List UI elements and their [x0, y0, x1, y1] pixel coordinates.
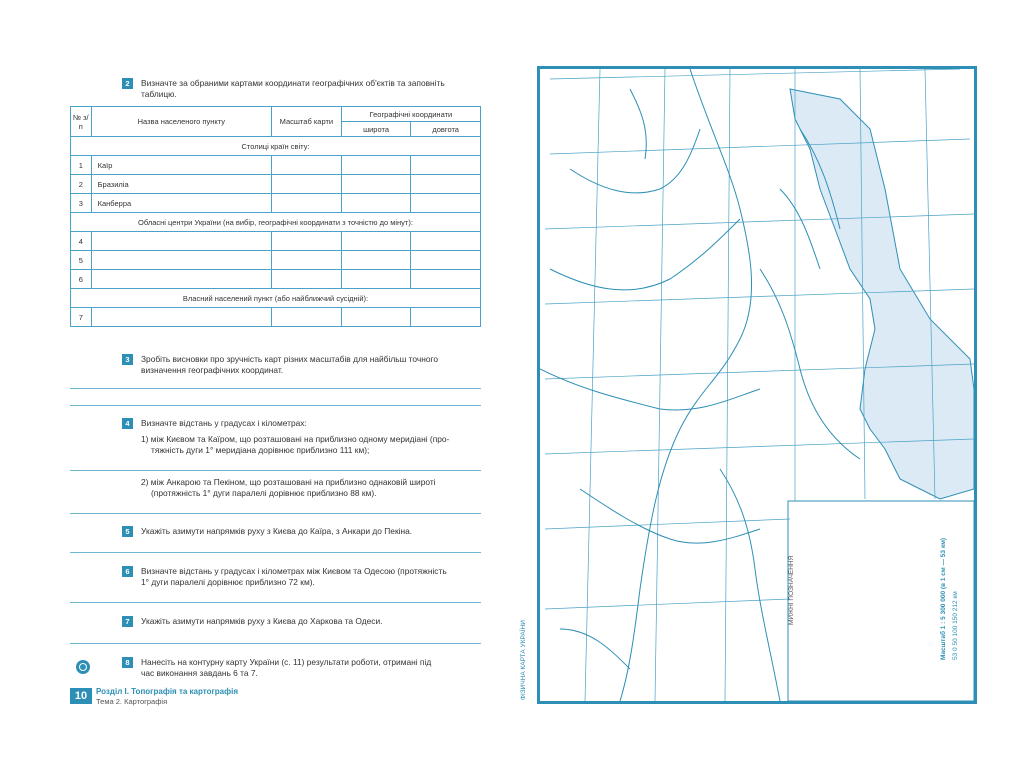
cell-scale[interactable] [271, 232, 341, 251]
task-5-number: 5 [122, 526, 133, 537]
task-6-text-line2: 1° дуги паралелі дорівнює приблизно 72 км). [141, 577, 315, 587]
cell-scale[interactable] [271, 251, 341, 270]
task-3-text-line1: Зробіть висновки про зручність карт різних масштабів для найбільш точного [141, 354, 439, 364]
map-scale-text: Масштаб 1 : 5 300 000 (в 1 см — 53 км) [940, 537, 947, 660]
row-num: 4 [71, 232, 92, 251]
task-5-text: Укажіть азимути напрямків руху з Києва до Каїра, з Анкари до Пекіна. [141, 526, 413, 536]
table-row [71, 194, 481, 213]
map-title-vertical: ФІЗИЧНА КАРТА УКРАЇНИ [520, 620, 527, 700]
page-number: 10 [70, 688, 92, 704]
task-3-text-line2: визначення географічних координат. [141, 365, 284, 375]
answer-line[interactable] [70, 388, 481, 389]
section-regional-centers: Обласні центри України (на вибір, географічні координати з точністю до мінут): [71, 213, 481, 232]
sea-area [790, 89, 974, 499]
row-name[interactable] [91, 308, 271, 327]
cell-scale[interactable] [271, 194, 341, 213]
task-7-number: 7 [122, 616, 133, 627]
table-row [71, 156, 481, 175]
cell-scale[interactable] [271, 308, 341, 327]
table-row [71, 308, 481, 327]
row-name[interactable] [91, 251, 271, 270]
row-num: 7 [71, 308, 92, 327]
row-num: 6 [71, 270, 92, 289]
row-name[interactable] [91, 270, 271, 289]
row-name[interactable] [91, 232, 271, 251]
task-8-text-line2: час виконання завдань 6 та 7. [141, 668, 258, 678]
cell-scale[interactable] [271, 156, 341, 175]
task-3-number: 3 [122, 354, 133, 365]
row-num: 5 [71, 251, 92, 270]
header-name: Назва населеного пункту [91, 107, 271, 137]
cell-lat[interactable] [341, 194, 411, 213]
row-num: 1 [71, 156, 92, 175]
cell-lat[interactable] [341, 175, 411, 194]
task-4-text: Визначте відстань у градусах і кілометрах: [141, 418, 307, 428]
task-8-text-line1: Нанесіть на контурну карту України (с. 11) результати роботи, отримані під [141, 657, 432, 667]
cell-lon[interactable] [411, 156, 481, 175]
answer-line[interactable] [70, 513, 481, 514]
table-row [71, 270, 481, 289]
answer-line[interactable] [70, 602, 481, 603]
task-8-number: 8 [122, 657, 133, 668]
row-name: Бразиліа [91, 175, 271, 194]
map-scale-ticks: 53 0 50 100 150 212 км [952, 591, 959, 660]
row-num: 3 [71, 194, 92, 213]
task-2-text-line1: Визначте за обраними картами координати географічних об'єктів та заповніть [141, 78, 445, 88]
header-coords: Географічні координати [341, 107, 480, 122]
table-row [71, 175, 481, 194]
header-lat: широта [341, 122, 411, 137]
header-num: № з/п [71, 107, 92, 137]
task-4-q2-line2: (протяжність 1° дуги паралелі дорівнює приблизно 88 км). [151, 488, 377, 498]
map-subtitle-vertical: МИЖНІ ПОЗНАЧЕННЯ [788, 555, 795, 625]
table-row [71, 232, 481, 251]
cell-lon[interactable] [411, 194, 481, 213]
answer-line[interactable] [70, 643, 481, 644]
answer-line[interactable] [70, 470, 481, 471]
section-own-settlement: Власний населений пункт (або найближчий сусідній): [71, 289, 481, 308]
answer-line[interactable] [70, 405, 481, 406]
cell-scale[interactable] [271, 175, 341, 194]
table-row [71, 251, 481, 270]
cell-lat[interactable] [341, 251, 411, 270]
row-name: Канберра [91, 194, 271, 213]
task-4-q1-line2: тяжність дуги 1° меридіана дорівнює приблизно 111 км); [151, 445, 370, 455]
footer-section: Розділ І. Топографія та картографія [96, 687, 239, 696]
answer-line[interactable] [70, 552, 481, 553]
section-capitals: Столиці країн світу: [71, 137, 481, 156]
footer-topic: Тема 2. Картографія [96, 697, 168, 706]
coordinates-table [70, 106, 481, 327]
task-7-text: Укажіть азимути напрямків руху з Києва до Харкова та Одеси. [141, 616, 383, 626]
task-6-number: 6 [122, 566, 133, 577]
cell-lon[interactable] [411, 251, 481, 270]
task-2-number: 2 [122, 78, 133, 89]
cell-lat[interactable] [341, 232, 411, 251]
task-4-q1-line1: 1) між Києвом та Каїром, що розташовані на приблизно одному меридіані (про- [141, 434, 450, 444]
task-2-text-line2: таблицю. [141, 89, 177, 99]
cell-lon[interactable] [411, 270, 481, 289]
cell-lat[interactable] [341, 308, 411, 327]
header-scale: Масштаб карти [271, 107, 341, 137]
task-6-text-line1: Визначте відстань у градусах і кілометрах між Києвом та Одесою (протяжність [141, 566, 447, 576]
header-lon: довгота [411, 122, 481, 137]
cell-lat[interactable] [341, 156, 411, 175]
globe-icon [76, 660, 90, 674]
row-name: Каїр [91, 156, 271, 175]
row-num: 2 [71, 175, 92, 194]
cell-lon[interactable] [411, 232, 481, 251]
cell-lon[interactable] [411, 175, 481, 194]
task-4-number: 4 [122, 418, 133, 429]
cell-scale[interactable] [271, 270, 341, 289]
task-4-q2-line1: 2) між Анкарою та Пекіном, що розташовані на приблизно однаковій широті [141, 477, 436, 487]
contour-map[interactable] [540, 69, 974, 701]
cell-lat[interactable] [341, 270, 411, 289]
cell-lon[interactable] [411, 308, 481, 327]
